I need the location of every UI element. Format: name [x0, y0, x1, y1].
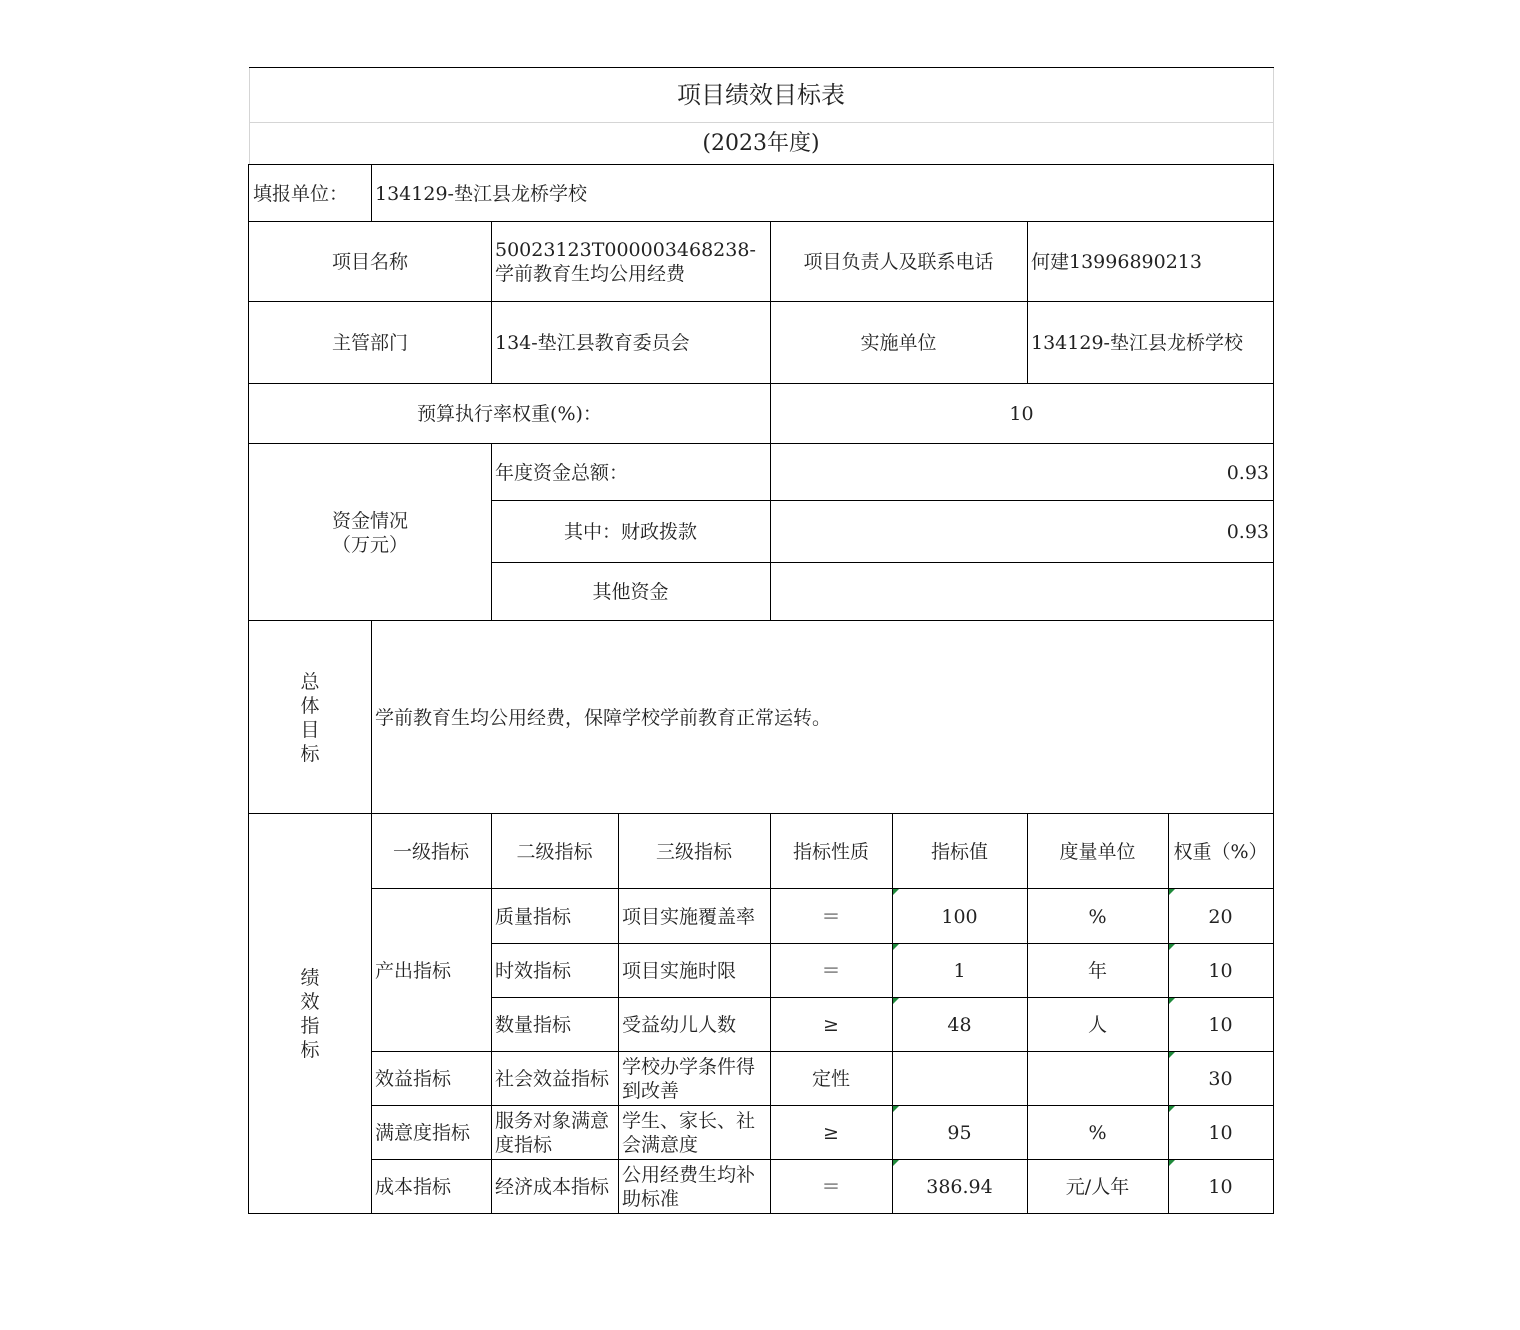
impl-label: 实施单位: [860, 332, 937, 354]
border-line: [491, 562, 1274, 563]
goal-label-text: [300, 670, 319, 766]
level1-satisfaction: 满意度指标: [375, 1122, 471, 1144]
border-line: [491, 997, 1274, 998]
border-line: [249, 813, 1274, 814]
border-line: [770, 813, 771, 1214]
row-0-weight: 20: [1208, 905, 1233, 928]
border-line: [371, 620, 372, 1214]
cell-marker: [893, 889, 899, 895]
border-line: [491, 813, 492, 1214]
header-level3: 三级指标: [655, 840, 732, 863]
border-line: [1027, 813, 1028, 1214]
border-line: [371, 888, 1274, 889]
row-5-level3: 公用经费生均补助标准: [622, 1164, 756, 1210]
row-2-nature: ≥: [823, 1014, 839, 1036]
border-line: [1168, 813, 1169, 1214]
row-3-nature: 定性: [811, 1068, 850, 1090]
border-line: [249, 221, 1274, 222]
row-1-value: 1: [953, 960, 966, 982]
row-1-level3: 项目实施时限: [622, 960, 737, 982]
row-3-level3: 学校办学条件得到改善: [622, 1056, 756, 1102]
border-line: [770, 221, 771, 621]
funds-fiscal-label: 其中：财政拨款: [563, 521, 697, 543]
border-line: [371, 164, 372, 222]
grid-line: [1273, 68, 1274, 165]
border-line: [491, 443, 492, 621]
border-line: [249, 383, 1274, 384]
border-line: [1273, 164, 1274, 1214]
goal-label: [249, 621, 371, 814]
vertical-char: 标: [300, 742, 320, 765]
row-4-value: 95: [947, 1122, 972, 1144]
row-5-unit: 元/人年: [1065, 1176, 1130, 1198]
cell-marker: [1169, 998, 1175, 1004]
funds-other-label: 其他资金: [592, 581, 669, 603]
row-1-weight: 10: [1208, 960, 1233, 982]
grid-line: [249, 68, 250, 165]
row-0-level2: 质量指标: [495, 905, 572, 928]
row-3-level2: 社会效益指标: [495, 1068, 610, 1090]
vertical-char: 目: [300, 718, 320, 741]
indicator-label-text: [300, 966, 319, 1062]
cell-marker: [893, 1106, 899, 1112]
funds-total-value: 0.93: [1226, 461, 1269, 484]
border-line: [249, 620, 1274, 621]
project-name-value: 50023123T000003468238-学前教育生均公用经费: [495, 239, 756, 285]
cell-marker: [1169, 944, 1175, 950]
header-unit: 度量单位: [1059, 840, 1136, 863]
row-5-value: 386.94: [926, 1176, 993, 1198]
vertical-char: 体: [300, 694, 320, 717]
row-0-value: 100: [941, 905, 978, 928]
level1-benefit: 效益指标: [375, 1068, 452, 1090]
row-2-unit: 人: [1087, 1014, 1107, 1036]
row-0-unit: %: [1088, 905, 1107, 928]
row-1-nature: ＝: [821, 960, 841, 982]
border-line: [491, 221, 492, 384]
border-line: [491, 500, 1274, 501]
level1-output: 产出指标: [375, 960, 452, 982]
row-0-nature: ＝: [821, 905, 841, 928]
border-line: [371, 1159, 1274, 1160]
project-name-label: 项目名称: [331, 251, 408, 273]
impl-value: 134129-垫江县龙桥学校: [1031, 332, 1243, 354]
page-title: 项目绩效目标表: [677, 81, 845, 109]
row-5-weight: 10: [1208, 1176, 1233, 1198]
level1-cost: 成本指标: [375, 1176, 452, 1198]
border-line: [491, 943, 1274, 944]
header-level1: 一级指标: [392, 840, 469, 863]
row-2-weight: 10: [1208, 1014, 1233, 1036]
dept-label: 主管部门: [331, 332, 408, 354]
budget-rate-label: 预算执行率权重(%)：: [417, 403, 602, 425]
border-line: [249, 1213, 1274, 1214]
cell-marker: [893, 998, 899, 1004]
funds-total-label: 年度资金总额：: [495, 461, 629, 484]
unit-label: 填报单位：: [253, 182, 349, 205]
border-line: [1027, 221, 1028, 384]
dept-value: 134-垫江县教育委员会: [495, 332, 690, 354]
leader-label: 项目负责人及联系电话: [803, 251, 994, 273]
header-nature: 指标性质: [792, 840, 869, 863]
border-line: [249, 443, 1274, 444]
row-2-level3: 受益幼儿人数: [622, 1014, 737, 1036]
row-2-level2: 数量指标: [495, 1014, 572, 1036]
year-subtitle: (2023年度): [702, 130, 820, 156]
cell-marker: [1169, 1052, 1175, 1058]
header-weight: 权重（%）: [1173, 840, 1268, 863]
funds-label: 资金情况 （万元）: [331, 509, 408, 556]
funds-fiscal-value: 0.93: [1226, 521, 1269, 543]
row-3-value: [892, 1052, 1027, 1106]
border-line: [249, 164, 1274, 165]
row-2-value: 48: [947, 1014, 972, 1036]
row-1-unit: 年: [1087, 960, 1107, 982]
row-0-level3: 项目实施覆盖率: [622, 905, 756, 928]
indicator-label: [249, 814, 371, 1214]
leader-value: 何建13996890213: [1031, 251, 1202, 273]
row-3-weight: 30: [1208, 1068, 1233, 1090]
border-line: [618, 813, 619, 1214]
vertical-char: 效: [300, 991, 320, 1013]
vertical-char: 总: [300, 670, 320, 693]
row-4-level2: 服务对象满意度指标: [495, 1110, 610, 1156]
border-line: [248, 164, 249, 1214]
cell-marker: [1169, 889, 1175, 895]
border-line: [371, 1105, 1274, 1106]
border-line: [371, 1051, 1274, 1052]
cell-marker: [1169, 1106, 1175, 1112]
vertical-char: 指: [300, 1015, 320, 1037]
budget-rate-value: 10: [1009, 403, 1034, 425]
row-4-weight: 10: [1208, 1122, 1233, 1144]
row-4-level3: 学生、家长、社会满意度: [622, 1110, 756, 1156]
unit-value: 134129-垫江县龙桥学校: [375, 182, 587, 205]
grid-line: [249, 122, 1273, 123]
row-4-unit: %: [1088, 1122, 1107, 1144]
row-4-nature: ≥: [823, 1122, 839, 1144]
border-line: [249, 67, 1274, 68]
cell-marker: [1169, 1160, 1175, 1166]
header-level2: 二级指标: [516, 840, 593, 863]
cell-marker: [893, 1160, 899, 1166]
header-value: 指标值: [930, 840, 988, 863]
goal-value: 学前教育生均公用经费，保障学校学前教育正常运转。: [375, 706, 832, 729]
row-5-level2: 经济成本指标: [495, 1176, 610, 1198]
border-line: [249, 301, 1274, 302]
vertical-char: 绩: [300, 967, 320, 989]
row-5-nature: ＝: [821, 1176, 841, 1198]
row-1-level2: 时效指标: [495, 960, 572, 982]
row-3-unit: [1027, 1052, 1168, 1106]
funds-other-value: [770, 563, 1273, 621]
vertical-char: 标: [300, 1039, 320, 1061]
border-line: [892, 813, 893, 1214]
cell-marker: [893, 944, 899, 950]
